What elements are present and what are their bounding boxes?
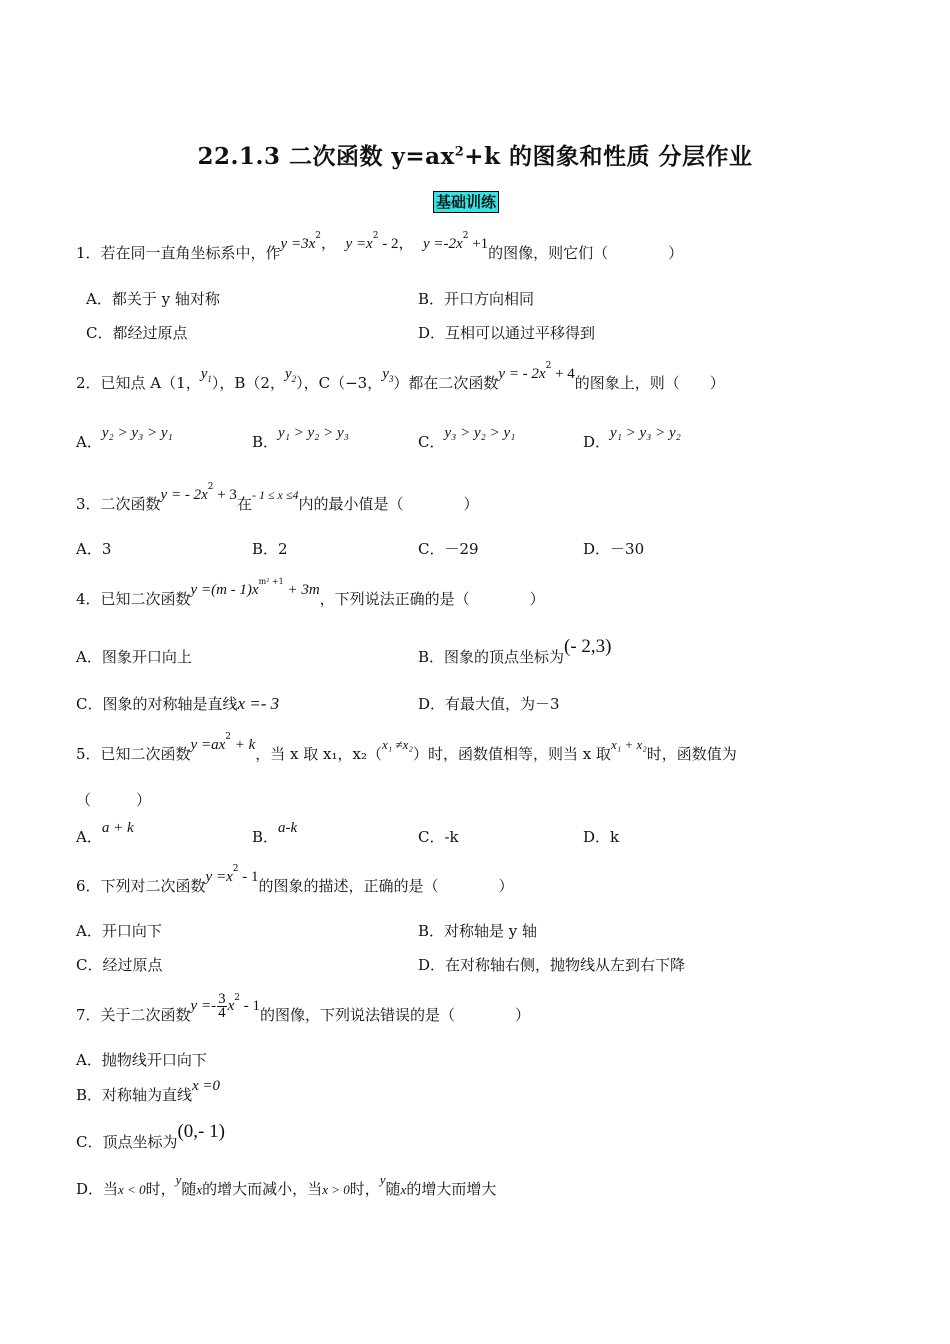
q6-option-b: B．对称轴是 y 轴 bbox=[418, 922, 538, 940]
q6-option-a: A．开口向下 bbox=[76, 922, 162, 940]
q5-answer-blank: （ ） bbox=[76, 791, 152, 809]
q3-option-d: D．－30 bbox=[583, 540, 645, 558]
q5-option-c: C．-k bbox=[418, 828, 459, 846]
question-3: 3．二次函数y = - $2x^2 + 3$在$^{- 1 \le x \le 4}$内的最小值是（ ） bbox=[76, 482, 479, 513]
q5-option-d: D．k bbox=[583, 828, 620, 846]
q7-option-b: B．对称轴为直线x =0 bbox=[76, 1078, 221, 1104]
q3-option-c: C．－29 bbox=[418, 540, 479, 558]
question-2: 2．已知点 A（1，$y_1$），B（2，$y_2$），C（−3，$y_3$）都在二次函数y = - $2x^2 + 4$的图象上，则（ ） bbox=[76, 361, 725, 392]
q3-option-b: B．2 bbox=[252, 540, 288, 558]
page-title: 22.1.3 二次函数 $y=ax^2+k$ 的图象和性质 分层作业 bbox=[197, 143, 753, 170]
q1-option-c: C．都经过原点 bbox=[86, 324, 188, 342]
q4-option-d: D．有最大值，为－3 bbox=[418, 695, 560, 713]
section-badge: 基础训练 bbox=[433, 191, 499, 213]
q4-option-b: B．图象的顶点坐标为(- 2,3) bbox=[418, 636, 612, 666]
q5-option-b: B．a-k bbox=[252, 820, 298, 846]
q1-option-b: B．开口方向相同 bbox=[418, 290, 535, 308]
q3-option-a: A．3 bbox=[76, 540, 112, 558]
q2-option-d: D．y₁ > y₃ > y₂ bbox=[583, 425, 681, 451]
q5-option-a: A．a + k bbox=[76, 820, 134, 846]
q1-option-d: D．互相可以通过平移得到 bbox=[418, 324, 596, 342]
q7-option-a: A．抛物线开口向下 bbox=[76, 1051, 207, 1069]
question-6: 6．下列对二次函数$y =x^2 - 1$的图象的描述，正确的是（ ） bbox=[76, 864, 514, 895]
question-5: 5．已知二次函数$y =ax^2 + k$，当 x 取 x₁，x₂（x₁ ≠x₂）时，函数值相等，则当 x 取x₁ + x₂时，函数值为 bbox=[76, 732, 737, 763]
q2-option-c: C．y₃ > y₂ > y₁ bbox=[418, 425, 516, 451]
question-1: 1．若在同一直角坐标系中，作$y =3x^2$， $y =x^2 - 2$， $y =-2x^2 +1$的图像，则它们（ ） bbox=[76, 231, 684, 262]
q7-option-c: C．顶点坐标为(0,- 1) bbox=[76, 1121, 225, 1151]
q1-option-a: A．都关于 y 轴对称 bbox=[86, 290, 220, 308]
q6-option-c: C．经过原点 bbox=[76, 956, 163, 974]
question-4: 4．已知二次函数$y =(m - 1)x^{m^2 +1} + 3m$，下列说法正确的是（ ） bbox=[76, 577, 545, 608]
q2-option-b: B．y₁ > y₂ > y₃ bbox=[252, 425, 349, 451]
q2-option-a: A．y₂ > y₃ > y₁ bbox=[76, 425, 173, 451]
question-7: 7．关于二次函数y =- $\frac{3}{4}$ $x^2 - 1$的图像，下列说法错误的是（ ） bbox=[76, 990, 530, 1024]
q7-option-d: D．当x < 0时，y随x的增大而减小，当x > 0时，y随x的增大而增大 bbox=[76, 1172, 497, 1198]
q4-option-c: C．图象的对称轴是直线x =- 3 bbox=[76, 694, 280, 713]
q4-option-a: A．图象开口向上 bbox=[76, 648, 192, 666]
q6-option-d: D．在对称轴右侧，抛物线从左到右下降 bbox=[418, 956, 686, 974]
